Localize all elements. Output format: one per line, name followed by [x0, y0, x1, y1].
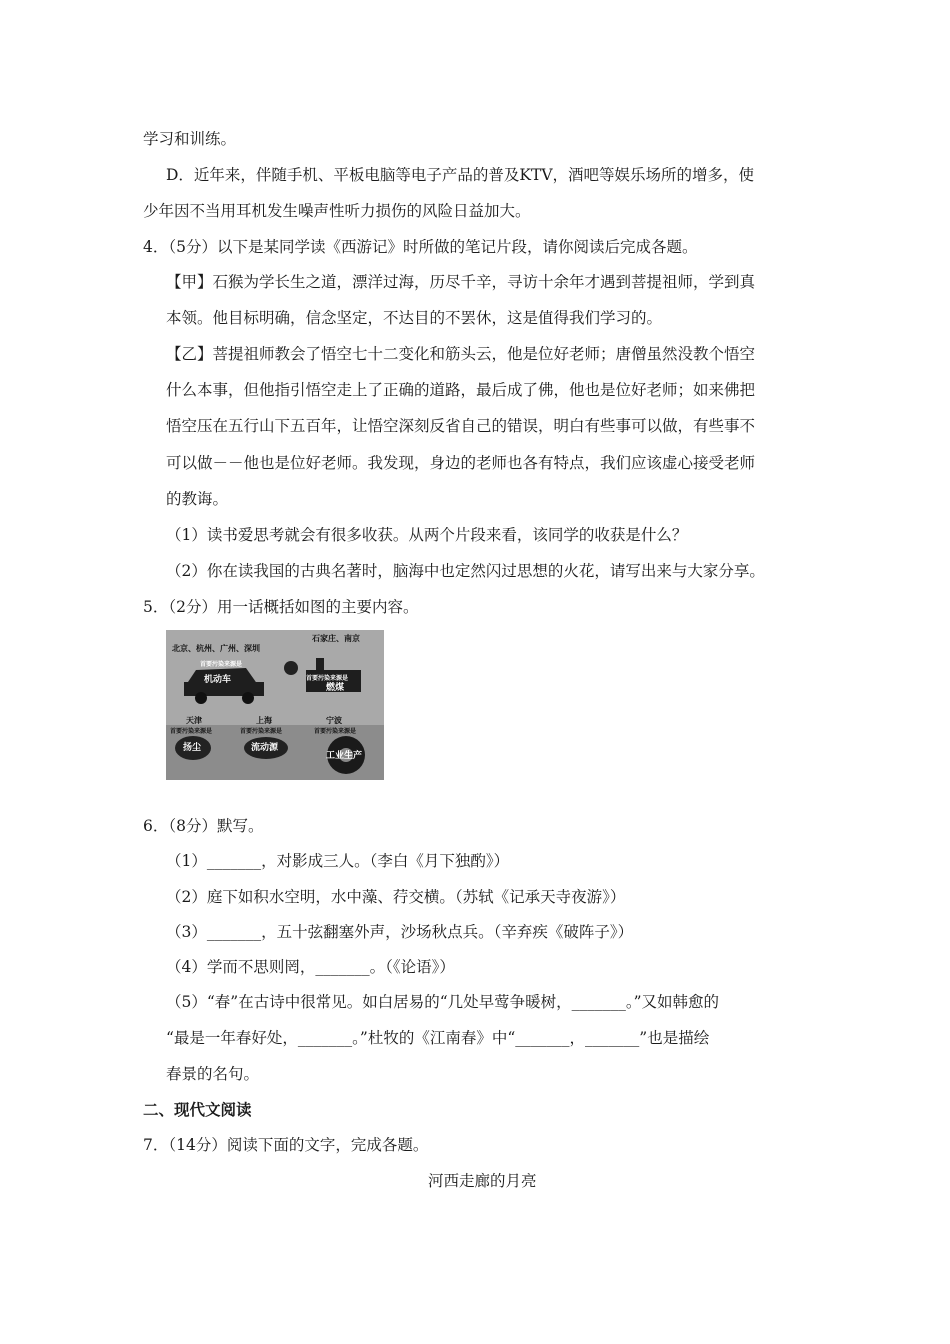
caption-car: 首要污染来源是 [200, 661, 243, 668]
question-6-item-5-line-2: “最是一年春好处，_______。”杜牧的《江南春》中“_______，_______”也是描绘 [166, 1029, 710, 1047]
caption-industry: 首要污染来源是 [314, 728, 357, 735]
caption-dust: 首要污染来源是 [170, 728, 213, 735]
question-4-title: 4．（5分）以下是某同学读《西游记》时所做的笔记片段，请你阅读后完成各题。 [143, 238, 698, 256]
section-heading: 二、现代文阅读 [143, 1100, 252, 1119]
question-6-title: 6．（8分）默写。 [143, 817, 264, 835]
city-shanghai: 上海 [256, 716, 272, 725]
source-dust: 扬尘 [183, 743, 202, 753]
question-6-item-4: （4）学而不思则罔，_______。（《论语》） [166, 958, 455, 976]
source-coal: 燃煤 [326, 683, 345, 693]
question-4-sub-1: （1）读书爱思考就会有很多收获。从两个片段来看，该同学的收获是什么？ [166, 526, 688, 544]
cities-label-1: 北京、杭州、广州、深圳 [172, 644, 260, 653]
text-line: 学习和训练。 [143, 130, 237, 148]
question-4-sub-2: （2）你在读我国的古典名著时，脑海中也定然闪过思想的火花，请写出来与大家分享。 [166, 562, 765, 580]
source-mobile: 流动源 [251, 743, 279, 753]
article-title: 河西走廊的月亮 [428, 1172, 537, 1190]
question-6-item-1: （1）_______，对影成三人。（李白《月下独酌》） [166, 852, 510, 870]
question-6-item-2: （2）庭下如积水空明，水中藻、荇交横。（苏轼《记承天寺夜游》） [166, 888, 626, 906]
pollution-sources-figure [166, 630, 384, 780]
option-d-line-2: 少年因不当用耳机发生噪声性听力损伤的风险日益加大。 [143, 202, 531, 220]
yi-line-4: 可以做－－他也是位好老师。我发现，身边的老师也各有特点，我们应该虚心接受老师 [166, 454, 756, 472]
caption-mobile: 首要污染来源是 [240, 728, 283, 735]
question-7-title: 7．（14分）阅读下面的文字，完成各题。 [143, 1136, 429, 1154]
jia-line-1: 【甲】石猴为学长生之道，漂洋过海，历尽千辛，寻访十余年才遇到菩提祖师，学到真 [166, 273, 756, 291]
city-tianjin: 天津 [186, 716, 202, 725]
option-d-line-1: D．近年来，伴随手机、平板电脑等电子产品的普及KTV，酒吧等娱乐场所的增多，使 [166, 166, 755, 184]
caption-coal: 首要污染来源是 [306, 675, 349, 682]
jia-line-2: 本领。他目标明确，信念坚定，不达目的不罢休，这是值得我们学习的。 [166, 309, 663, 327]
yi-line-5: 的教诲。 [166, 490, 229, 508]
source-industry: 工业生产 [326, 751, 363, 761]
question-6-item-5-line-1: （5）“春”在古诗中很常见。如白居易的“几处早莺争暖树，_______。”又如韩愈的 [166, 993, 720, 1011]
yi-line-1: 【乙】菩提祖师教会了悟空七十二变化和筋头云，他是位好老师；唐僧虽然没教个悟空 [166, 345, 756, 363]
question-6-item-5-line-3: 春景的名句。 [166, 1065, 260, 1083]
yi-line-2: 什么本事，但他指引悟空走上了正确的道路，最后成了佛，他也是位好老师；如来佛把 [166, 381, 756, 399]
cities-label-2: 石家庄、南京 [312, 634, 360, 643]
source-car: 机动车 [204, 675, 232, 685]
question-5-title: 5．（2分）用一话概括如图的主要内容。 [143, 598, 419, 616]
city-ningbo: 宁波 [326, 716, 342, 725]
yi-line-3: 悟空压在五行山下五百年，让悟空深刻反省自己的错误，明白有些事可以做，有些事不 [166, 417, 756, 435]
question-6-item-3: （3）_______，五十弦翻塞外声，沙场秋点兵。（辛弃疾《破阵子》） [166, 923, 634, 941]
